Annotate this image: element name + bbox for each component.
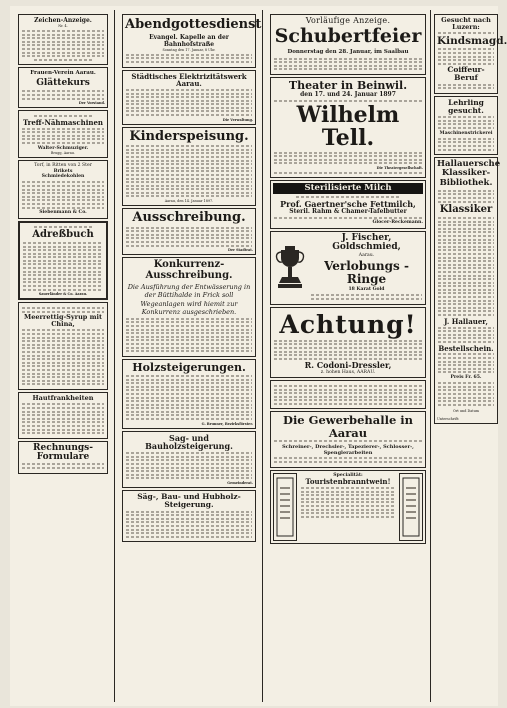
ad-fischer-goldschmied — [270, 231, 426, 305]
hallauer-name: J. Hallauer, — [444, 316, 488, 326]
tourist-title: Touristenbranntwein! — [305, 477, 391, 487]
coiffeur-title: Coiffeur-Beruf — [447, 65, 485, 83]
ad-sag-bauholz — [122, 431, 256, 488]
konkurrenz-body: Die Ausführung der Entwässerung in der Büttihalde in Frick soll Wegeanlagen wird hiemit zur Konkurrenz ausgeschrieben. — [127, 283, 251, 316]
holz-signature: G. Brunner, Bezirksförster. — [201, 421, 253, 426]
ad-staedtisches-elektrizitaetswerk — [122, 70, 256, 125]
ad-zeichen-anzeige — [18, 14, 108, 65]
gesucht-title: Gesucht nach Luzern: — [441, 16, 491, 31]
kinderspeisung-title: Kinderspeisung. — [129, 128, 249, 144]
treff-heading: Treff-Nähmaschinen — [22, 117, 104, 127]
newspaper-page — [10, 6, 507, 706]
ad-gewerbehalle — [270, 411, 426, 467]
ausschreibung-title: Ausschreibung. — [132, 210, 246, 226]
specialitaet-label: Specialität: — [333, 472, 363, 478]
glaettekurs: Glättekurs — [36, 77, 90, 88]
verwaltung-signature: Die Verwaltung. — [222, 117, 253, 122]
ad-kindsmagd — [434, 14, 507, 94]
ad-holzsteigerungen — [122, 359, 256, 429]
ad-notice-small — [270, 380, 426, 409]
column-1 — [18, 12, 108, 476]
meerrettig-title: Meerrettig-Syrup mit China, — [24, 313, 102, 329]
ad-sterilisierte-milch — [270, 180, 426, 228]
glaettekurs-signature: Der Vorstand. — [78, 101, 105, 106]
adressbuch-firm: Sauerländer & Co. Aarau. — [38, 292, 88, 297]
unterschrift: Unterschrift: — [437, 416, 460, 421]
ad-schubertfeier — [270, 14, 426, 75]
treff-signature: Walter-Schmuziger. — [37, 145, 89, 151]
konkurrenz-title: Konkurrenz-Ausschreibung. — [145, 259, 233, 281]
glocer-signature: Glocer-Reckemann. — [372, 220, 423, 226]
column-rule — [114, 10, 115, 702]
abend-title: Abendgottesdienst — [125, 17, 262, 32]
sag-signature: Gemeinderat. — [227, 481, 253, 486]
theater-title: Theater in Beinwil. — [288, 78, 408, 92]
zeichen-no: Nr. 4. — [58, 24, 68, 29]
rechnungs-title: Rechnungs-Formulare — [33, 442, 93, 462]
frauen-title: Frauen-Verein Aarau. — [30, 70, 96, 77]
schubert-subline: Donnerstag den 28. Januar, im Saalbau — [287, 49, 409, 56]
ausschreibung-signature: Der Stadtrat. — [228, 248, 253, 253]
achtung-title: Achtung! — [279, 309, 417, 339]
dressler-address: z. hohen Haus, AARAU. — [320, 369, 376, 375]
ort-datum: Ort und Datum — [453, 408, 479, 413]
ad-ausschreibung — [122, 208, 256, 255]
label-illustration-icon — [399, 473, 423, 541]
klassiker-title: Klassiker — [439, 203, 493, 215]
ad-adressbuch — [18, 221, 108, 301]
theater-signature: Die Theatergesellschaft. — [376, 165, 423, 170]
ad-saeg-hubholz — [122, 490, 256, 542]
ad-achtung — [270, 307, 426, 379]
sag-title: Sag- und Bauholzsteigerung. — [145, 432, 233, 452]
ad-frauen-verein — [18, 67, 108, 108]
ad-rechnungs-formulare — [18, 441, 108, 474]
schubertfeier-title: Schubertfeier — [274, 25, 422, 48]
verlobungs-ringe: Verlobungs - Ringe — [324, 259, 409, 286]
lehrling-title: Lehrling gesucht. — [448, 97, 484, 115]
torf-line-3: Schmiedekohlen — [41, 174, 85, 180]
maschinenstrickerei: Maschinenstrickerei — [439, 130, 493, 136]
ad-lehrling — [434, 96, 498, 155]
ad-theater-beinwil — [270, 77, 426, 179]
treff-place: Brugg, Aarau. — [50, 151, 76, 156]
sterilisierte-title: Sterilisierte Milch — [273, 183, 423, 194]
bestellschein-title: Bestellschein. — [438, 343, 494, 353]
hallauer-title: Hallauersche Klassiker-Bibliothek. — [437, 159, 501, 188]
ad-torf — [18, 160, 108, 218]
hautfrank-title: Hautfrankheiten — [32, 393, 94, 402]
prof-gaertner: Prof. Gaertner'sche Fettmilch, — [280, 198, 416, 209]
vorlaeufige-anzeige: Vorläufige Anzeige. — [305, 16, 391, 25]
ad-touristenbranntwein — [270, 470, 426, 544]
column-rule — [430, 10, 431, 702]
torf-line-1: Torf, in Ritten von 2 Ster — [34, 163, 92, 169]
gewerbe-line: Schreiner-, Drechsler-, Tapezierer-, Schlosser-, Spenglerarbeiten — [282, 443, 414, 456]
ad-hallauer-bibliothek — [434, 157, 501, 424]
column-2 — [122, 12, 262, 544]
torf-signature: Siebenmann & Co. — [39, 210, 87, 216]
column-4 — [434, 12, 507, 426]
kinderspeisung-date: Aarau, den 14. Januar 1897. — [164, 199, 214, 204]
staedtisches-title: Städtisches Elektrizitätswerk Aarau. — [131, 71, 247, 88]
trophy-icon — [273, 244, 307, 292]
adressbuch-title: Adreßbuch — [32, 228, 94, 240]
abend-subline: Sonntag den 17. Januar, 8 Uhr. — [162, 48, 216, 53]
fischer-name: J. Fischer, Goldschmied, — [332, 232, 401, 253]
torf-line-2: Brikets — [53, 168, 73, 174]
ad-treff — [18, 110, 108, 158]
steril-subline: Steril. Rahm & Chamer-Tafelbutter — [289, 207, 407, 215]
fischer-place: Aarau. — [358, 252, 375, 258]
wilhelm-tell: Wilhelm Tell. — [296, 101, 400, 151]
zeichen-title: Zeichen-Anzeige. — [34, 17, 92, 24]
ad-hautkrankheiten — [18, 392, 108, 439]
theater-dates: den 17. und 24. Januar 1897 — [300, 91, 396, 99]
dressler-name: R. Codoni-Dressler, — [304, 360, 392, 371]
column-3 — [270, 12, 426, 546]
ad-konkurrenz — [122, 257, 256, 356]
abend-line: Evangel. Kapelle an der Bahnhofstraße — [149, 33, 229, 48]
holz-title: Holzsteigerungen. — [132, 360, 246, 374]
verlobungs-subline: 18 Karat Gold — [348, 287, 385, 293]
column-rule — [262, 10, 263, 702]
label-illustration-icon — [273, 473, 297, 541]
saeg-title: Säg-, Bau- und Hubholz-Steigerung. — [137, 492, 241, 510]
preis: Preis Fr. 65. — [450, 375, 482, 381]
gewerbehalle-title: Die Gewerbehalle in Aarau — [282, 413, 414, 440]
ad-abendgottesdienst — [122, 14, 262, 68]
kindsmagd-title: Kindsmagd. — [437, 34, 507, 47]
ad-meerrettig — [18, 302, 108, 390]
ad-kinderspeisung — [122, 127, 256, 206]
